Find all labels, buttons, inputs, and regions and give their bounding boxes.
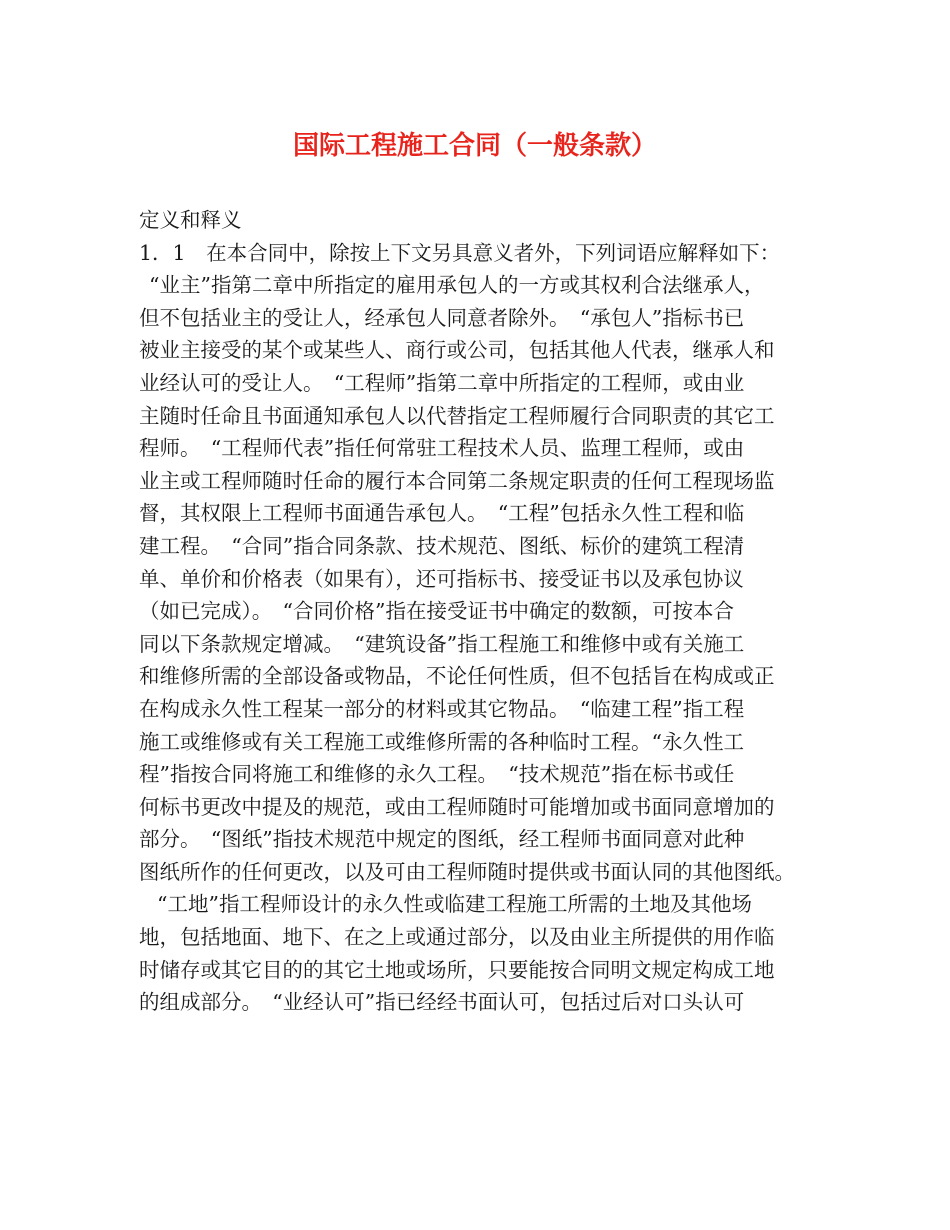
clause-line: 1．1 在本合同中，除按上下文另具意义者外，下列词语应解释如下： bbox=[139, 240, 781, 265]
text-line: 督，其权限上工程师书面通告承包人。 “工程”包括永久性工程和临 bbox=[139, 501, 745, 526]
text-line: （如已完成）。 “合同价格”指在接受证书中确定的数额，可按本合 bbox=[139, 599, 734, 624]
text-line: 的组成部分。 “业经认可”指已经经书面认可，包括过后对口头认可 bbox=[139, 990, 745, 1015]
text-line: 时储存或其它目的的其它土地或场所，只要能按合同明文规定构成工地 bbox=[139, 957, 775, 982]
text-line: 和维修所需的全部设备或物品，不论任何性质，但不包括旨在构成或正 bbox=[139, 664, 775, 689]
text-line: “工地”指工程师设计的永久性或临建工程施工所需的土地及其他场 bbox=[157, 892, 752, 917]
text-line: 单、单价和价格表（如果有），还可指标书、接受证书以及承包协议 bbox=[139, 566, 744, 591]
text-line: 但不包括业主的受让人，经承包人同意者除外。 “承包人”指标书已 bbox=[139, 305, 745, 330]
text-line: 地，包括地面、地下、在之上或通过部分，以及由业主所提供的用作临 bbox=[139, 925, 775, 950]
text-line: 施工或维修或有关工程施工或维修所需的各种临时工程。“永久性工 bbox=[139, 729, 744, 754]
text-line: 业经认可的受让人。 “工程师”指第二章中所指定的工程师，或由业 bbox=[139, 370, 745, 395]
text-line: 何标书更改中提及的规范，或由工程师随时可能增加或书面同意增加的 bbox=[139, 794, 775, 819]
text-line: 同以下条款规定增减。 “建筑设备”指工程施工和维修中或有关施工 bbox=[139, 631, 745, 656]
text-line: 程师。 “工程师代表”指任何常驻工程技术人员、监理工程师，或由 bbox=[139, 436, 745, 461]
text-line: 在构成永久性工程某一部分的材料或其它物品。 “临建工程”指工程 bbox=[139, 696, 745, 721]
document-body bbox=[139, 204, 829, 1019]
text-line: 程”指按合同将施工和维修的永久工程。 “技术规范”指在标书或任 bbox=[139, 762, 735, 787]
text-line: 建工程。 “合同”指合同条款、技术规范、图纸、标价的建筑工程清 bbox=[139, 533, 745, 558]
text-line: 业主或工程师随时任命的履行本合同第二条规定职责的任何工程现场监 bbox=[139, 468, 775, 493]
document-title: 国际工程施工合同（一般条款） bbox=[292, 131, 657, 161]
text-line: 部分。 “图纸”指技术规范中规定的图纸，经工程师书面同意对此种 bbox=[139, 827, 745, 852]
text-line: 被业主接受的某个或某些人、商行或公司，包括其他人代表，继承人和 bbox=[139, 338, 775, 363]
text-line: 图纸所作的任何更改，以及可由工程师随时提供或书面认同的其他图纸。 bbox=[139, 859, 795, 884]
text-line: “业主”指第二章中所指定的雇用承包人的一方或其权利合法继承人， bbox=[149, 273, 765, 298]
text-line: 主随时任命且书面通知承包人以代替指定工程师履行合同职责的其它工 bbox=[139, 403, 775, 428]
section-heading: 定义和释义 bbox=[139, 208, 242, 232]
